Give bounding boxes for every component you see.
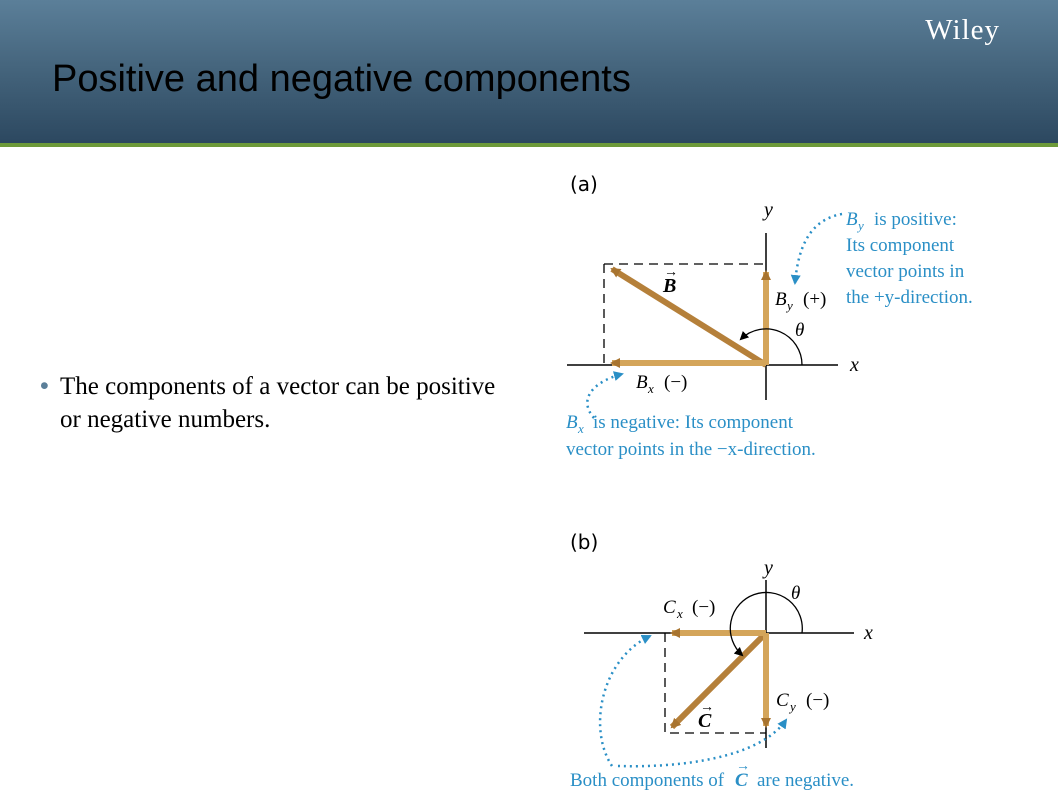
by-note-subscript: y (858, 218, 864, 233)
cx-label: C (663, 597, 676, 618)
vector-b-arrow (612, 269, 766, 365)
by-note-line-4: the +y-direction. (846, 287, 973, 308)
theta-label-a: θ (795, 320, 805, 341)
y-axis-label-b: y (764, 557, 773, 579)
panel-a-label: (a) (570, 172, 598, 196)
bullet-text: The components of a vector can be positive or negative numbers. (60, 373, 496, 433)
bx-note (566, 412, 816, 460)
cy-label: C (776, 690, 789, 711)
slide-title: Positive and negative components (52, 58, 631, 100)
by-label: B (775, 289, 787, 310)
c-note-symbol: C (735, 770, 748, 791)
wiley-logo: Wiley (925, 14, 1000, 46)
vector-c-label: C (698, 710, 712, 732)
vector-arrow-symbol-a: → (664, 265, 678, 280)
by-note-line-3: vector points in (846, 261, 965, 282)
bx-note-line-1: is negative: Its component (593, 412, 793, 433)
cx-subscript: x (677, 606, 683, 621)
cx-callout-arrow (600, 636, 650, 766)
cy-sign: (−) (806, 690, 830, 711)
c-note (570, 759, 854, 791)
figure-b (570, 557, 873, 791)
bx-sign: (−) (664, 372, 688, 393)
x-axis-label-a: x (850, 354, 859, 376)
by-subscript: y (787, 298, 793, 313)
by-note (846, 209, 973, 308)
cy-subscript: y (790, 699, 796, 714)
y-axis-label-a: y (764, 199, 773, 221)
by-note-symbol: B (846, 209, 858, 230)
vector-c-arrow (672, 633, 766, 727)
angle-arc-a (741, 329, 802, 365)
vector-arrow-symbol-b: → (700, 700, 714, 715)
bx-subscript: x (648, 381, 654, 396)
by-note-line-2: Its component (846, 235, 955, 256)
by-note-line-1: is positive: (874, 209, 957, 230)
bx-note-subscript: x (578, 421, 584, 436)
by-callout-arrow (795, 214, 842, 283)
panel-b-label: (b) (570, 530, 599, 554)
bx-note-symbol: B (566, 412, 578, 433)
theta-label-b: θ (791, 583, 801, 604)
by-sign: (+) (803, 289, 827, 310)
cx-sign: (−) (692, 597, 716, 618)
x-axis-label-b: x (864, 622, 873, 644)
c-note-suffix: are negative. (757, 770, 855, 791)
vector-b-label: B (663, 275, 677, 297)
figure-a (566, 199, 973, 460)
c-note-arrow-symbol: → (736, 759, 750, 774)
bx-label: B (636, 372, 648, 393)
c-note-prefix: Both components of (570, 770, 725, 791)
bx-note-line-2: vector points in the −x-direction. (566, 439, 816, 460)
bullet-icon: • (40, 372, 49, 400)
